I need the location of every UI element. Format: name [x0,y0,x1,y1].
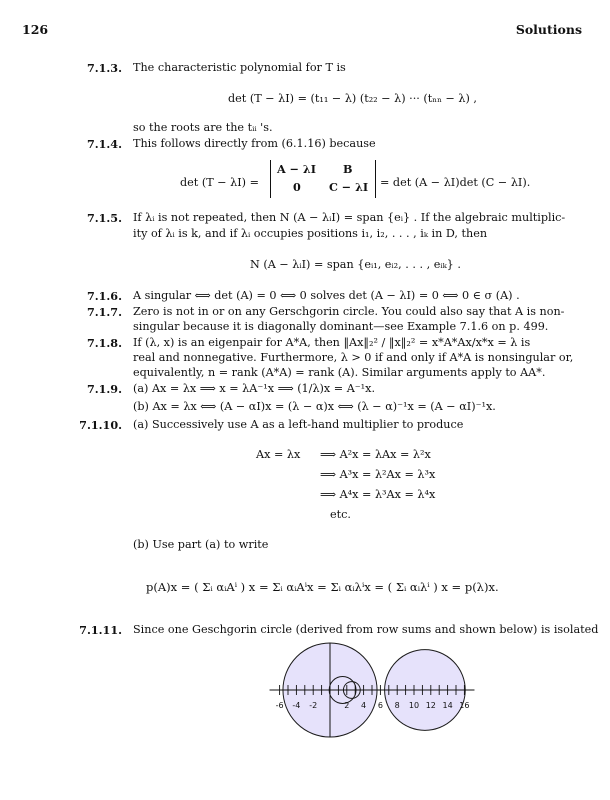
chain-right: ⟹ A²x = λAx = λ²x [320,448,431,461]
item-number: 7.1.9. [86,382,122,396]
item-text: If λᵢ is not repeated, then N (A − λᵢI) = span {eᵢ} . If the algebraic multiplic- [133,211,566,224]
chain-left: Ax = λx [256,448,301,461]
part-b-text: (b) Use part (a) to write [133,538,269,551]
item-number: 7.1.11. [79,623,122,637]
item-text: Since one Geschgorin circle (derived from row sums and shown below) is isolated [133,623,599,636]
item-number: 7.1.7. [86,305,122,319]
item-text: If (λ, x) is an eigenpair for A*A, then ‖Ax‖₂² / ‖x‖₂² = x*A*Ax/x*x = λ is [133,336,531,349]
matrix-entry: 0 [293,180,301,194]
tick-label: 2 [344,701,350,710]
item-number: 7.1.4. [86,137,122,151]
item-number: 7.1.3. [86,61,122,75]
chain-right: ⟹ A⁴x = λ³Ax = λ⁴x [320,488,436,501]
tick-label: -4 [292,701,301,710]
running-title: Solutions [515,22,582,37]
equation: det (T − λI) = (t₁₁ − λ) (t₂₂ − λ) ··· (tₙₙ − λ) , [228,92,477,105]
tick-label: 4 [361,701,367,710]
equation-right: = det (A − λI)det (C − λI). [380,176,531,189]
item-text: Zero is not in or on any Gerschgorin circle. You could also say that A is non- [133,305,565,318]
determinant-matrix [270,160,376,198]
item-number: 7.1.10. [79,418,122,432]
item-number: 7.1.5. [86,211,122,225]
item-text: (b) Ax = λx ⟺ (A − αI)x = (λ − α)x ⟺ (λ − α)⁻¹x = (A − αI)⁻¹x. [133,400,496,413]
item-text: This follows directly from (6.1.16) because [133,137,376,150]
item-text: so the roots are the tᵢᵢ 's. [133,121,273,134]
item-text: ity of λᵢ is k, and if λᵢ occupies positions i₁, i₂, . . . , iₖ in D, then [133,227,488,240]
tick-label: 6 [377,701,383,710]
tick-label: 14 [442,701,453,710]
page-number: 126 [22,22,49,37]
chain-etc: etc. [330,508,351,521]
item-text: singular because it is diagonally dominant—see Example 7.1.6 on p. 499. [133,320,549,333]
gerschgorin-figure [240,640,480,740]
tick-label: -2 [309,701,318,710]
item-text: The characteristic polynomial for T is [133,61,346,74]
item-text: (a) Ax = λx ⟹ x = λA⁻¹x ⟹ (1/λ)x = A⁻¹x. [133,382,376,395]
item-text: (a) Successively use A as a left-hand multiplier to produce [133,418,464,431]
item-text: equivalently, n = rank (A*A) = rank (A). Similar arguments apply to AA*. [133,366,546,379]
tick-label: 8 [394,701,400,710]
equation: N (A − λᵢI) = span {eᵢ₁, eᵢ₂, . . . , eᵢₖ} . [250,258,461,271]
chain-right: ⟹ A³x = λ²Ax = λ³x [320,468,436,481]
tick-label: -6 [275,701,284,710]
matrix-entry: A − λI [277,162,316,176]
sum-equation: p(A)x = ( Σᵢ αᵢAⁱ ) x = Σᵢ αᵢAⁱx = Σᵢ αᵢλⁱx = ( Σᵢ αᵢλⁱ ) x = p(λ)x. [146,580,499,594]
tick-label: 10 [408,701,420,710]
item-text: real and nonnegative. Furthermore, λ > 0 if and only if A*A is nonsingular or, [133,351,574,364]
matrix-entry: B [343,162,353,176]
equation-left: det (T − λI) = [180,176,259,189]
item-number: 7.1.8. [86,336,122,350]
tick-label: 16 [459,701,470,710]
item-number: 7.1.6. [86,289,122,303]
item-text: A singular ⟺ det (A) = 0 ⟺ 0 solves det (A − λI) = 0 ⟺ 0 ∈ σ (A) . [133,289,520,302]
tick-label: 12 [425,701,436,710]
matrix-entry: C − λI [329,180,369,194]
